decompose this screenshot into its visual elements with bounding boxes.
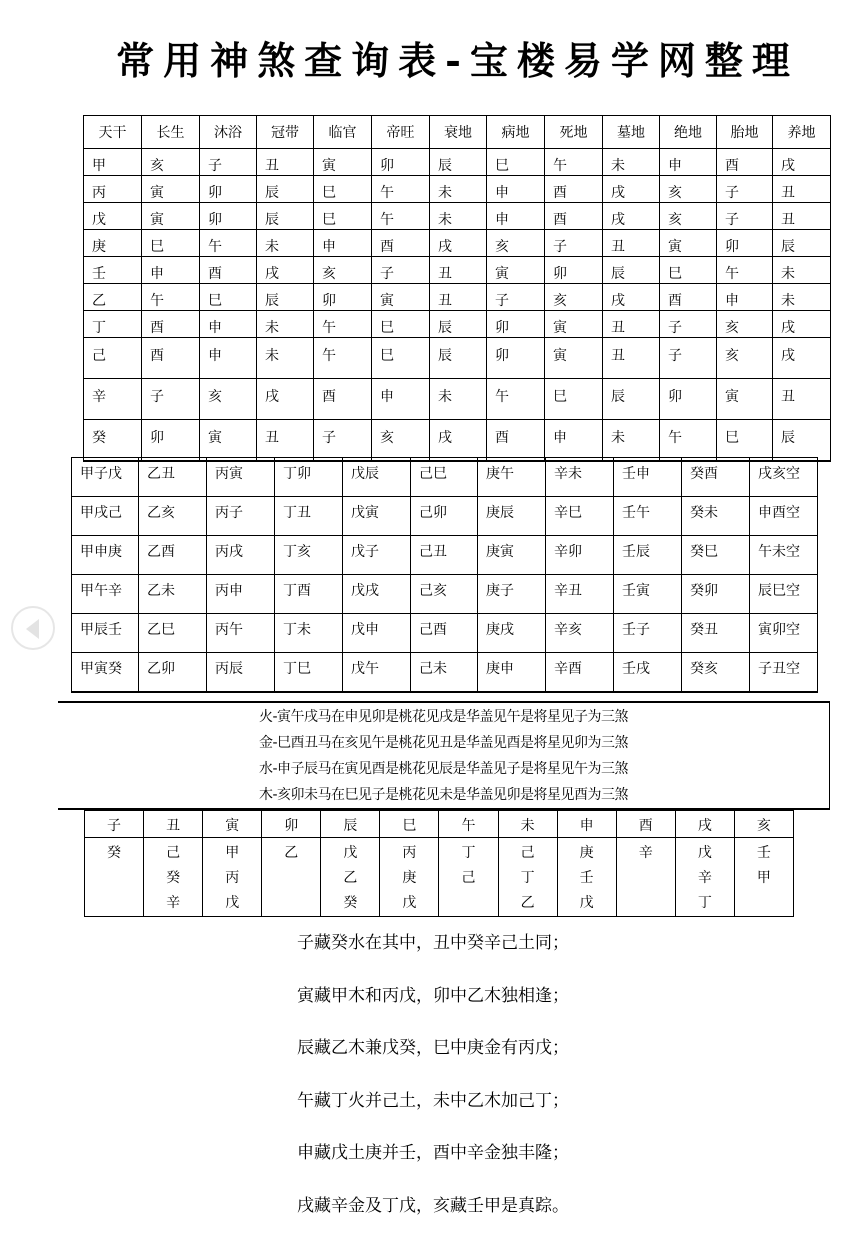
branch-cell: 未 <box>498 811 557 838</box>
table-cell: 寅 <box>660 230 717 257</box>
hidden-stems-cell <box>734 838 793 917</box>
poem-line: 午藏丁火并己土，未中乙木加己丁； <box>297 1086 569 1139</box>
table-cell: 亥 <box>314 257 372 284</box>
table-cell: 辛亥 <box>546 614 614 653</box>
table-cell: 午 <box>717 257 773 284</box>
table-cell: 戌 <box>773 311 831 338</box>
canggan-branch-row <box>85 811 794 838</box>
hidden-stem: 甲 <box>735 866 793 891</box>
branch-cell: 亥 <box>734 811 793 838</box>
table-cell: 辰 <box>603 379 660 420</box>
table-cell: 申 <box>545 420 603 462</box>
table-row <box>84 311 831 338</box>
table-cell: 午 <box>314 311 372 338</box>
table-cell: 寅 <box>142 203 200 230</box>
table-cell: 卯 <box>545 257 603 284</box>
stem-cell: 癸 <box>84 420 142 462</box>
table-cell: 辰 <box>257 284 314 311</box>
shensha-line: 水-申子辰马在寅见酉是桃花见辰是华盖见子是将星见午为三煞 <box>58 756 829 782</box>
table-cell: 酉 <box>545 203 603 230</box>
table-cell: 戌 <box>603 203 660 230</box>
table-cell: 癸卯 <box>682 575 750 614</box>
table-cell: 未 <box>257 311 314 338</box>
hidden-stem: 癸 <box>144 866 202 891</box>
table-cell: 戊申 <box>343 614 411 653</box>
table-cell: 亥 <box>660 176 717 203</box>
table-row <box>84 149 831 176</box>
table-cell: 寅 <box>314 149 372 176</box>
branch-cell: 巳 <box>380 811 439 838</box>
table-row <box>72 614 818 653</box>
table-cell: 壬午 <box>614 497 682 536</box>
table-cell: 戊辰 <box>343 458 411 497</box>
table-cell: 辰 <box>430 338 487 379</box>
table-cell: 未 <box>430 176 487 203</box>
table-cell: 子 <box>545 230 603 257</box>
table-cell: 子 <box>717 176 773 203</box>
table-cell: 申 <box>200 311 257 338</box>
table-cell: 申 <box>314 230 372 257</box>
hidden-stems-cell <box>616 838 675 917</box>
table-cell: 巳 <box>314 176 372 203</box>
table-cell: 申 <box>142 257 200 284</box>
table-cell: 酉 <box>660 284 717 311</box>
table-cell: 戌 <box>257 379 314 420</box>
hidden-stems-cell <box>557 838 616 917</box>
table-cell: 子 <box>717 203 773 230</box>
branch-cell: 午 <box>439 811 498 838</box>
hidden-stem: 戊 <box>558 891 616 916</box>
table-cell: 卯 <box>142 420 200 462</box>
table-cell: 寅 <box>372 284 430 311</box>
branch-cell: 子 <box>85 811 144 838</box>
table-cell: 未 <box>430 379 487 420</box>
hidden-stem: 戊 <box>203 891 261 916</box>
table-cell: 申 <box>487 203 545 230</box>
table-cell: 丑 <box>603 311 660 338</box>
table-cell: 丁亥 <box>275 536 343 575</box>
table-cell: 卯 <box>487 311 545 338</box>
table-cell: 戌 <box>430 420 487 462</box>
canggan-poem <box>297 928 569 1243</box>
hidden-stem: 己 <box>499 841 557 866</box>
table-cell: 亥 <box>660 203 717 230</box>
table-cell: 巳 <box>200 284 257 311</box>
hidden-stem: 壬 <box>558 866 616 891</box>
table-cell: 丙午 <box>207 614 275 653</box>
table-row <box>72 575 818 614</box>
table-cell: 午 <box>200 230 257 257</box>
table-cell: 午 <box>142 284 200 311</box>
table-cell: 辛未 <box>546 458 614 497</box>
hidden-stem: 庚 <box>380 866 438 891</box>
hidden-stem: 癸 <box>321 891 379 916</box>
table-cell: 未 <box>257 338 314 379</box>
table-cell: 巳 <box>142 230 200 257</box>
table-cell: 亥 <box>545 284 603 311</box>
table-cell: 丙寅 <box>207 458 275 497</box>
column-header: 冠带 <box>257 116 314 149</box>
hidden-stem: 丁 <box>439 841 497 866</box>
hidden-stem: 己 <box>144 841 202 866</box>
table-cell: 壬子 <box>614 614 682 653</box>
table-cell: 午 <box>372 203 430 230</box>
table-cell: 卯 <box>717 230 773 257</box>
table-cell: 甲戌己 <box>72 497 139 536</box>
poem-line: 辰藏乙木兼戊癸，巳中庚金有丙戊； <box>297 1033 569 1086</box>
kong-cell: 戌亥空 <box>750 458 818 497</box>
table-cell: 亥 <box>717 311 773 338</box>
table-cell: 乙酉 <box>139 536 207 575</box>
hidden-stem: 丙 <box>203 866 261 891</box>
table-cell: 巳 <box>372 338 430 379</box>
column-header: 绝地 <box>660 116 717 149</box>
table-cell: 丁丑 <box>275 497 343 536</box>
table-cell: 辰 <box>773 420 831 462</box>
branch-cell: 辰 <box>321 811 380 838</box>
stem-cell: 辛 <box>84 379 142 420</box>
table-cell: 壬寅 <box>614 575 682 614</box>
table-cell: 癸巳 <box>682 536 750 575</box>
stem-cell: 甲 <box>84 149 142 176</box>
table-cell: 辛丑 <box>546 575 614 614</box>
hidden-stem: 辛 <box>144 891 202 916</box>
hidden-stems-cell <box>380 838 439 917</box>
table-cell: 酉 <box>487 420 545 462</box>
table-cell: 亥 <box>200 379 257 420</box>
table-cell: 癸丑 <box>682 614 750 653</box>
column-header: 病地 <box>487 116 545 149</box>
table-row <box>72 497 818 536</box>
table-cell: 申 <box>487 176 545 203</box>
table-cell: 戌 <box>430 230 487 257</box>
table-cell: 亥 <box>142 149 200 176</box>
table-cell: 卯 <box>660 379 717 420</box>
kong-cell: 午未空 <box>750 536 818 575</box>
table-cell: 午 <box>487 379 545 420</box>
table-cell: 己未 <box>411 653 478 693</box>
hidden-stem: 丁 <box>499 866 557 891</box>
table-cell: 酉 <box>314 379 372 420</box>
table-cell: 甲辰壬 <box>72 614 139 653</box>
table-cell: 癸亥 <box>682 653 750 693</box>
poem-line: 子藏癸水在其中，丑中癸辛己土同； <box>297 928 569 981</box>
table-cell: 戊子 <box>343 536 411 575</box>
table-cell: 申 <box>372 379 430 420</box>
table-cell: 巳 <box>545 379 603 420</box>
hidden-stems-cell <box>439 838 498 917</box>
table-cell: 午 <box>660 420 717 462</box>
table-row <box>84 203 831 230</box>
hidden-stems-cell <box>321 838 380 917</box>
table-cell: 辰 <box>773 230 831 257</box>
table-row <box>84 420 831 462</box>
table-cell: 己丑 <box>411 536 478 575</box>
table-cell: 癸酉 <box>682 458 750 497</box>
table-cell: 子 <box>314 420 372 462</box>
column-header: 帝旺 <box>372 116 430 149</box>
table-cell: 未 <box>773 257 831 284</box>
table-cell: 壬辰 <box>614 536 682 575</box>
table-row <box>84 230 831 257</box>
branch-cell: 丑 <box>144 811 203 838</box>
table-cell: 庚子 <box>478 575 546 614</box>
poem-line: 申藏戊土庚并壬，酉中辛金独丰隆； <box>297 1138 569 1191</box>
table-cell: 庚午 <box>478 458 546 497</box>
hidden-stems-cell <box>262 838 321 917</box>
table-cell: 庚申 <box>478 653 546 693</box>
table-cell: 申 <box>200 338 257 379</box>
table-cell: 寅 <box>545 338 603 379</box>
table-cell: 亥 <box>372 420 430 462</box>
hidden-stems-cell <box>85 838 144 917</box>
table-cell: 丑 <box>773 203 831 230</box>
table-row <box>84 257 831 284</box>
table-cell: 未 <box>257 230 314 257</box>
table-cell: 午 <box>314 338 372 379</box>
stem-cell: 壬 <box>84 257 142 284</box>
table-cell: 丑 <box>257 420 314 462</box>
table-cell: 寅 <box>717 379 773 420</box>
table-cell: 辰 <box>257 176 314 203</box>
previous-page-icon <box>26 619 39 639</box>
table-cell: 巳 <box>660 257 717 284</box>
hidden-stem: 乙 <box>321 866 379 891</box>
table-cell: 未 <box>430 203 487 230</box>
xunkong-table <box>71 457 818 693</box>
table-cell: 寅 <box>487 257 545 284</box>
column-header: 胎地 <box>717 116 773 149</box>
table-cell: 丑 <box>257 149 314 176</box>
table-cell: 申 <box>660 149 717 176</box>
table-cell: 未 <box>603 149 660 176</box>
table-cell: 壬戌 <box>614 653 682 693</box>
table-cell: 亥 <box>717 338 773 379</box>
table-cell: 寅 <box>142 176 200 203</box>
table-row <box>84 338 831 379</box>
table-cell: 甲午辛 <box>72 575 139 614</box>
page-title: 常用神煞查询表-宝楼易学网整理 <box>0 30 867 85</box>
hidden-stem: 丙 <box>380 841 438 866</box>
table-cell: 乙卯 <box>139 653 207 693</box>
table-cell: 丑 <box>773 379 831 420</box>
hidden-stem: 戊 <box>380 891 438 916</box>
table-cell: 己巳 <box>411 458 478 497</box>
table-cell: 子 <box>660 338 717 379</box>
table-cell: 辛酉 <box>546 653 614 693</box>
stem-cell: 丁 <box>84 311 142 338</box>
stem-cell: 丙 <box>84 176 142 203</box>
table-cell: 寅 <box>545 311 603 338</box>
hidden-stem: 辛 <box>676 866 734 891</box>
table-cell: 戌 <box>773 338 831 379</box>
hidden-stem: 戊 <box>676 841 734 866</box>
table-cell: 酉 <box>200 257 257 284</box>
table-cell: 酉 <box>142 338 200 379</box>
canggan-table <box>84 810 794 917</box>
table-cell: 甲子戊 <box>72 458 139 497</box>
table-cell: 酉 <box>717 149 773 176</box>
table-cell: 亥 <box>487 230 545 257</box>
table-cell: 辛卯 <box>546 536 614 575</box>
column-header: 天干 <box>84 116 142 149</box>
table-cell: 己卯 <box>411 497 478 536</box>
table-cell: 乙未 <box>139 575 207 614</box>
table-cell: 丑 <box>430 284 487 311</box>
table-cell: 寅 <box>200 420 257 462</box>
branch-cell: 卯 <box>262 811 321 838</box>
hidden-stems-cell <box>144 838 203 917</box>
table-cell: 午 <box>545 149 603 176</box>
canggan-stems-row <box>85 838 794 917</box>
table-cell: 壬申 <box>614 458 682 497</box>
column-header: 沐浴 <box>200 116 257 149</box>
hidden-stem: 甲 <box>203 841 261 866</box>
table-cell: 戊午 <box>343 653 411 693</box>
table-row <box>84 284 831 311</box>
branch-cell: 酉 <box>616 811 675 838</box>
table-cell: 卯 <box>487 338 545 379</box>
stem-cell: 戊 <box>84 203 142 230</box>
changsheng-table <box>83 115 831 462</box>
column-header: 养地 <box>773 116 831 149</box>
table-cell: 丁巳 <box>275 653 343 693</box>
shensha-line: 木-亥卯未马在巳见子是桃花见未是华盖见卯是将星见酉为三煞 <box>58 782 829 808</box>
hidden-stem: 壬 <box>735 841 793 866</box>
table-cell: 甲申庚 <box>72 536 139 575</box>
table-row <box>84 379 831 420</box>
table-cell: 辰 <box>430 149 487 176</box>
table-cell: 丑 <box>603 338 660 379</box>
hidden-stem: 庚 <box>558 841 616 866</box>
hidden-stems-cell <box>675 838 734 917</box>
table-cell: 戌 <box>603 176 660 203</box>
column-header: 衰地 <box>430 116 487 149</box>
table-cell: 巳 <box>372 311 430 338</box>
table-cell: 子 <box>200 149 257 176</box>
table-cell: 戌 <box>603 284 660 311</box>
stem-cell: 己 <box>84 338 142 379</box>
table-cell: 庚戌 <box>478 614 546 653</box>
hidden-stem: 乙 <box>262 841 320 866</box>
table-cell: 巳 <box>487 149 545 176</box>
table-row <box>72 536 818 575</box>
table-cell: 卯 <box>372 149 430 176</box>
table-cell: 子 <box>372 257 430 284</box>
table-cell: 己亥 <box>411 575 478 614</box>
table-cell: 未 <box>773 284 831 311</box>
kong-cell: 寅卯空 <box>750 614 818 653</box>
table-cell: 辰 <box>430 311 487 338</box>
hidden-stems-cell <box>203 838 262 917</box>
shensha-box <box>58 701 830 810</box>
changsheng-header-row <box>84 116 831 149</box>
table-cell: 庚辰 <box>478 497 546 536</box>
column-header: 死地 <box>545 116 603 149</box>
table-cell: 辰 <box>257 203 314 230</box>
table-cell: 戌 <box>257 257 314 284</box>
table-cell: 丁未 <box>275 614 343 653</box>
hidden-stem: 戊 <box>321 841 379 866</box>
table-cell: 戊寅 <box>343 497 411 536</box>
hidden-stem: 己 <box>439 866 497 891</box>
hidden-stem: 乙 <box>499 891 557 916</box>
table-cell: 乙巳 <box>139 614 207 653</box>
column-header: 长生 <box>142 116 200 149</box>
table-row <box>72 458 818 497</box>
kong-cell: 申酉空 <box>750 497 818 536</box>
table-cell: 乙丑 <box>139 458 207 497</box>
table-cell: 丙戌 <box>207 536 275 575</box>
table-cell: 己酉 <box>411 614 478 653</box>
table-cell: 丑 <box>603 230 660 257</box>
hidden-stem: 癸 <box>85 841 143 866</box>
column-header: 临官 <box>314 116 372 149</box>
table-cell: 辰 <box>603 257 660 284</box>
table-cell: 酉 <box>142 311 200 338</box>
table-row <box>72 653 818 693</box>
table-cell: 丁酉 <box>275 575 343 614</box>
table-cell: 酉 <box>372 230 430 257</box>
table-cell: 辛巳 <box>546 497 614 536</box>
kong-cell: 子丑空 <box>750 653 818 693</box>
column-header: 墓地 <box>603 116 660 149</box>
table-cell: 卯 <box>314 284 372 311</box>
table-cell: 巳 <box>314 203 372 230</box>
table-cell: 丙申 <box>207 575 275 614</box>
shensha-line: 火-寅午戌马在申见卯是桃花见戌是华盖见午是将星见子为三煞 <box>58 704 829 730</box>
table-cell: 酉 <box>545 176 603 203</box>
poem-line: 戌藏辛金及丁戊，亥藏壬甲是真踪。 <box>297 1191 569 1243</box>
table-cell: 戌 <box>773 149 831 176</box>
branch-cell: 寅 <box>203 811 262 838</box>
table-cell: 丁卯 <box>275 458 343 497</box>
table-cell: 丙辰 <box>207 653 275 693</box>
table-cell: 申 <box>717 284 773 311</box>
table-cell: 子 <box>487 284 545 311</box>
stem-cell: 乙 <box>84 284 142 311</box>
table-cell: 丑 <box>430 257 487 284</box>
table-cell: 癸未 <box>682 497 750 536</box>
poem-line: 寅藏甲木和丙戊，卯中乙木独相逢； <box>297 981 569 1034</box>
table-cell: 子 <box>660 311 717 338</box>
table-cell: 乙亥 <box>139 497 207 536</box>
table-cell: 丑 <box>773 176 831 203</box>
stem-cell: 庚 <box>84 230 142 257</box>
branch-cell: 申 <box>557 811 616 838</box>
hidden-stems-cell <box>498 838 557 917</box>
table-cell: 丙子 <box>207 497 275 536</box>
hidden-stem: 丁 <box>676 891 734 916</box>
table-cell: 甲寅癸 <box>72 653 139 693</box>
table-cell: 庚寅 <box>478 536 546 575</box>
branch-cell: 戌 <box>675 811 734 838</box>
table-cell: 巳 <box>717 420 773 462</box>
table-cell: 卯 <box>200 176 257 203</box>
kong-cell: 辰巳空 <box>750 575 818 614</box>
table-cell: 午 <box>372 176 430 203</box>
table-row <box>84 176 831 203</box>
shensha-line: 金-巳酉丑马在亥见午是桃花见丑是华盖见酉是将星见卯为三煞 <box>58 730 829 756</box>
table-cell: 卯 <box>200 203 257 230</box>
table-cell: 未 <box>603 420 660 462</box>
previous-page-button[interactable] <box>11 606 55 650</box>
table-cell: 子 <box>142 379 200 420</box>
hidden-stem: 辛 <box>617 841 675 866</box>
table-cell: 戊戌 <box>343 575 411 614</box>
